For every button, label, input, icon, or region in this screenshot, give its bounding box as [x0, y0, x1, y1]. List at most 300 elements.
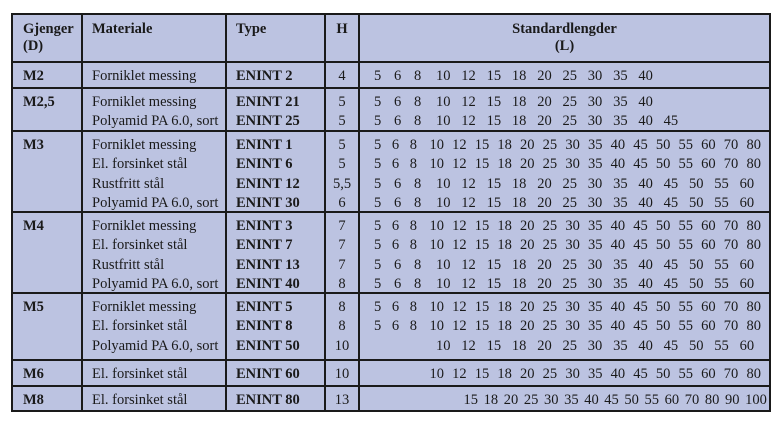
type-code: ENINT 21	[236, 94, 300, 110]
length-value: 8	[409, 237, 418, 254]
material-name: Polyamid PA 6.0, sort	[92, 275, 219, 292]
header-lengths-label: Standardlengder	[512, 21, 617, 37]
length-value: 12	[461, 94, 476, 110]
length-value: 20	[537, 194, 552, 211]
length-value: 45	[663, 275, 679, 292]
length-value: 35	[587, 318, 603, 335]
length-value: 18	[511, 113, 527, 130]
length-value: 8	[414, 256, 422, 273]
material-name: Polyamid PA 6.0, sort	[92, 337, 219, 354]
length-value: 5	[374, 318, 382, 335]
length-value: 60	[701, 137, 716, 153]
length-value: 10	[436, 113, 451, 130]
material-name: Polyamid PA 6.0, sort	[92, 194, 219, 211]
length-value: 40	[638, 113, 653, 130]
length-value: 10	[429, 366, 444, 382]
length-value: 70	[723, 237, 739, 254]
length-value: 5	[374, 68, 382, 84]
thread-cell	[13, 361, 83, 385]
length-value: 12	[461, 68, 476, 84]
length-value: 35	[564, 392, 579, 408]
length-value: 20	[520, 218, 535, 234]
thread-size: M2,5	[23, 94, 55, 110]
thread-cell	[13, 213, 83, 292]
length-value: 18	[497, 218, 512, 234]
length-value: 55	[678, 218, 694, 234]
length-value: 20	[520, 237, 535, 254]
length-value: 30	[587, 94, 603, 110]
type-code: ENINT 13	[236, 256, 300, 273]
lengths-cell	[360, 89, 769, 130]
insert-lengths-table	[11, 13, 771, 412]
length-value: 8	[409, 156, 418, 173]
length-value: 30	[587, 337, 603, 354]
length-value: 100	[745, 392, 767, 408]
length-value: 60	[739, 275, 755, 292]
length-value: 8	[414, 275, 422, 292]
length-value: 35	[613, 175, 628, 192]
length-value: 30	[587, 275, 603, 292]
length-value: 55	[714, 175, 729, 192]
length-value: 30	[543, 392, 559, 408]
length-value: 20	[537, 337, 552, 354]
h-cell	[326, 63, 360, 87]
length-value: 15	[474, 318, 490, 335]
length-value: 12	[461, 256, 476, 273]
length-value: 55	[714, 194, 729, 211]
h-value: 5	[338, 94, 346, 110]
length-value: 35	[587, 137, 603, 153]
length-value: 15	[474, 237, 490, 254]
material-name: El. forsinket stål	[92, 237, 188, 254]
length-value: 25	[562, 275, 577, 292]
length-value: 5	[374, 237, 382, 254]
length-value: 20	[537, 94, 552, 110]
length-value: 20	[537, 175, 552, 192]
lengths-list	[374, 217, 769, 236]
material-cell	[83, 132, 227, 211]
length-value: 35	[613, 337, 628, 354]
header-lengths	[360, 15, 769, 61]
lengths-list	[374, 391, 769, 410]
type-cell	[227, 132, 326, 211]
lengths-list	[374, 317, 769, 336]
length-value: 60	[701, 318, 716, 335]
length-value: 35	[587, 218, 603, 234]
length-value: 20	[520, 137, 535, 153]
length-value: 55	[678, 318, 694, 335]
length-value: 90	[724, 392, 740, 408]
length-value: 35	[587, 366, 603, 382]
length-value: 50	[688, 275, 704, 292]
length-value: 10	[429, 218, 444, 234]
material-name: El. forsinket stål	[92, 366, 188, 382]
h-cell	[326, 132, 360, 211]
h-value: 13	[334, 392, 350, 408]
type-code: ENINT 40	[236, 275, 300, 292]
length-value: 70	[723, 218, 739, 234]
length-value: 18	[497, 137, 512, 153]
length-value: 30	[565, 137, 580, 153]
length-value: 6	[391, 318, 400, 335]
length-value: 30	[587, 68, 603, 84]
length-value: 50	[655, 137, 671, 153]
header-thread-label: Gjenger	[23, 21, 74, 37]
length-value: 18	[497, 366, 512, 382]
length-value: 50	[655, 366, 671, 382]
length-value: 40	[638, 256, 653, 273]
length-value: 15	[486, 94, 502, 110]
length-value: 12	[452, 366, 467, 382]
length-value: 10	[436, 337, 451, 354]
length-value: 50	[688, 194, 704, 211]
length-value: 45	[633, 237, 648, 254]
length-value: 12	[452, 299, 467, 315]
length-value: 15	[486, 194, 502, 211]
length-value: 55	[678, 366, 694, 382]
table-group-m2-5	[13, 89, 769, 132]
length-value: 45	[663, 256, 679, 273]
header-h	[326, 15, 360, 61]
length-value: 25	[542, 299, 558, 315]
material-cell	[83, 213, 227, 292]
length-value: 10	[429, 156, 444, 173]
lengths-list	[374, 275, 769, 294]
material-name: Forniklet messing	[92, 299, 197, 315]
h-value: 10	[334, 366, 350, 382]
thread-size: M5	[23, 299, 44, 315]
material-cell	[83, 63, 227, 87]
length-value: 10	[436, 275, 451, 292]
length-value: 18	[511, 194, 527, 211]
type-code: ENINT 25	[236, 113, 300, 130]
lengths-list	[374, 93, 769, 112]
lengths-list	[374, 337, 769, 356]
length-value: 20	[520, 299, 535, 315]
length-value: 15	[486, 275, 502, 292]
length-value: 30	[587, 175, 603, 192]
length-value: 15	[486, 256, 502, 273]
length-value: 8	[409, 137, 418, 153]
thread-cell	[13, 387, 83, 412]
length-value: 20	[520, 156, 535, 173]
table-group-m4	[13, 213, 769, 294]
length-value: 8	[409, 318, 418, 335]
length-value: 6	[394, 94, 402, 110]
thread-size: M4	[23, 218, 44, 234]
length-value: 6	[394, 256, 402, 273]
length-value: 45	[604, 392, 619, 408]
length-value: 55	[714, 275, 729, 292]
length-value: 35	[613, 275, 628, 292]
length-value: 55	[678, 299, 694, 315]
length-value: 12	[452, 237, 467, 254]
type-cell	[227, 361, 326, 385]
length-value: 6	[394, 68, 402, 84]
h-value: 5	[338, 137, 346, 153]
length-value: 5	[374, 218, 382, 234]
length-value: 40	[610, 137, 626, 153]
lengths-cell	[360, 132, 769, 211]
length-value: 15	[474, 218, 490, 234]
length-value: 60	[701, 237, 716, 254]
length-value: 15	[463, 392, 479, 408]
length-value: 40	[638, 275, 653, 292]
length-value: 6	[391, 218, 400, 234]
thread-size: M6	[23, 366, 44, 382]
length-value: 25	[562, 113, 577, 130]
length-value: 60	[739, 175, 755, 192]
length-value: 45	[663, 337, 679, 354]
length-value: 18	[497, 299, 512, 315]
header-h-label: H	[336, 21, 348, 37]
header-material-label: Materiale	[92, 21, 153, 37]
length-value: 60	[701, 299, 716, 315]
h-value: 7	[338, 237, 346, 254]
length-value: 15	[474, 299, 490, 315]
length-value: 5	[374, 256, 382, 273]
thread-cell	[13, 132, 83, 211]
length-value: 10	[429, 137, 444, 153]
length-value: 15	[474, 156, 490, 173]
lengths-list	[374, 256, 769, 275]
length-value: 55	[714, 337, 729, 354]
length-value: 18	[511, 337, 527, 354]
length-value: 80	[746, 237, 761, 254]
length-value: 50	[624, 392, 639, 408]
length-value: 40	[638, 175, 653, 192]
type-code: ENINT 6	[236, 156, 293, 173]
table-group-m6	[13, 361, 769, 387]
length-value: 18	[511, 275, 527, 292]
header-material	[83, 15, 227, 61]
length-value: 6	[394, 113, 402, 130]
length-value: 40	[610, 237, 626, 254]
lengths-cell	[360, 387, 769, 412]
length-value: 10	[436, 68, 451, 84]
length-value: 50	[655, 218, 671, 234]
length-value: 10	[429, 237, 444, 254]
length-value: 25	[542, 156, 558, 173]
length-value: 25	[562, 194, 577, 211]
length-value: 40	[610, 366, 626, 382]
length-value: 30	[587, 113, 603, 130]
length-value: 30	[565, 299, 580, 315]
length-value: 55	[678, 237, 694, 254]
type-code: ENINT 7	[236, 237, 293, 254]
length-value: 80	[746, 366, 761, 382]
length-value: 8	[414, 113, 422, 130]
length-value: 15	[486, 175, 502, 192]
header-type-label: Type	[236, 21, 267, 37]
lengths-list	[374, 298, 769, 317]
length-value: 25	[542, 237, 558, 254]
length-value: 20	[537, 68, 552, 84]
lengths-list	[374, 67, 769, 86]
length-value: 50	[655, 299, 671, 315]
header-type	[227, 15, 326, 61]
length-value: 6	[394, 275, 402, 292]
length-value: 5	[374, 137, 382, 153]
header-thread-unit: (D)	[23, 38, 44, 54]
lengths-cell	[360, 361, 769, 385]
length-value: 55	[644, 392, 660, 408]
length-value: 80	[746, 318, 761, 335]
length-value: 6	[391, 156, 400, 173]
length-value: 30	[565, 156, 580, 173]
length-value: 55	[714, 256, 729, 273]
length-value: 8	[409, 299, 418, 315]
type-code: ENINT 8	[236, 318, 293, 335]
length-value: 80	[746, 137, 761, 153]
type-cell	[227, 213, 326, 292]
length-value: 12	[461, 337, 476, 354]
length-value: 6	[394, 194, 402, 211]
length-value: 60	[739, 337, 755, 354]
header-thread	[13, 15, 83, 61]
h-value: 8	[338, 299, 346, 315]
length-value: 25	[562, 68, 577, 84]
length-value: 60	[701, 218, 716, 234]
material-name: Rustfritt stål	[92, 175, 165, 192]
thread-cell	[13, 63, 83, 87]
length-value: 45	[663, 113, 679, 130]
length-value: 5	[374, 113, 382, 130]
length-value: 20	[537, 275, 552, 292]
length-value: 35	[613, 68, 628, 84]
length-value: 40	[610, 218, 626, 234]
length-value: 12	[452, 137, 467, 153]
length-value: 45	[633, 218, 648, 234]
length-value: 25	[562, 94, 577, 110]
length-value: 5	[374, 94, 382, 110]
lengths-cell	[360, 294, 769, 359]
length-value: 5	[374, 194, 382, 211]
length-value: 70	[723, 366, 739, 382]
material-cell	[83, 387, 227, 412]
thread-size: M8	[23, 392, 44, 408]
length-value: 8	[414, 175, 422, 192]
length-value: 60	[664, 392, 680, 408]
length-value: 40	[638, 68, 653, 84]
lengths-list	[374, 155, 769, 174]
length-value: 8	[414, 194, 422, 211]
lengths-list	[374, 112, 769, 131]
length-value: 18	[497, 156, 512, 173]
length-value: 60	[739, 256, 755, 273]
length-value: 25	[562, 175, 577, 192]
material-name: El. forsinket stål	[92, 318, 188, 335]
h-value: 6	[338, 194, 346, 211]
material-cell	[83, 294, 227, 359]
length-value: 18	[511, 94, 527, 110]
length-value: 15	[486, 337, 502, 354]
length-value: 35	[587, 237, 603, 254]
h-value: 7	[338, 218, 346, 234]
material-name: Forniklet messing	[92, 218, 197, 234]
length-value: 55	[678, 137, 694, 153]
length-value: 40	[638, 194, 653, 211]
length-value: 70	[723, 318, 739, 335]
length-value: 18	[483, 392, 499, 408]
type-code: ENINT 50	[236, 337, 300, 354]
length-value: 30	[587, 194, 603, 211]
length-value: 6	[394, 175, 402, 192]
type-cell	[227, 89, 326, 130]
length-value: 15	[486, 68, 502, 84]
h-cell	[326, 213, 360, 292]
h-value: 8	[338, 275, 346, 292]
length-value: 6	[391, 137, 400, 153]
length-value: 10	[429, 318, 444, 335]
material-name: Forniklet messing	[92, 68, 197, 84]
length-value: 50	[655, 237, 671, 254]
length-value: 35	[613, 94, 628, 110]
length-value: 45	[633, 299, 648, 315]
h-cell	[326, 294, 360, 359]
type-cell	[227, 294, 326, 359]
h-value: 5	[338, 156, 346, 173]
length-value: 60	[739, 194, 755, 211]
length-value: 50	[655, 318, 671, 335]
length-value: 40	[584, 392, 599, 408]
table-group-m3	[13, 132, 769, 213]
length-value: 55	[678, 156, 694, 173]
h-cell	[326, 361, 360, 385]
length-value: 12	[461, 113, 476, 130]
length-value: 18	[497, 237, 512, 254]
length-value: 8	[414, 68, 422, 84]
length-value: 35	[613, 113, 628, 130]
thread-size: M2	[23, 68, 44, 84]
length-value: 25	[542, 218, 558, 234]
type-code: ENINT 30	[236, 194, 300, 211]
h-cell	[326, 89, 360, 130]
length-value: 45	[633, 137, 648, 153]
length-value: 20	[520, 318, 535, 335]
length-value: 12	[461, 275, 476, 292]
lengths-list	[374, 365, 769, 384]
length-value: 5	[374, 175, 382, 192]
length-value: 80	[746, 299, 761, 315]
length-value: 20	[537, 256, 552, 273]
h-value: 5,5	[332, 175, 352, 192]
h-value: 4	[338, 68, 346, 84]
material-name: El. forsinket stål	[92, 156, 188, 173]
length-value: 8	[414, 94, 422, 110]
length-value: 45	[663, 175, 679, 192]
material-name: El. forsinket stål	[92, 392, 188, 408]
length-value: 30	[565, 218, 580, 234]
length-value: 25	[562, 337, 577, 354]
h-value: 8	[338, 318, 346, 335]
length-value: 18	[511, 68, 527, 84]
thread-cell	[13, 89, 83, 130]
length-value: 30	[565, 318, 580, 335]
type-cell	[227, 63, 326, 87]
h-value: 10	[334, 337, 350, 354]
material-name: Rustfritt stål	[92, 256, 165, 273]
length-value: 35	[587, 299, 603, 315]
length-value: 8	[409, 218, 418, 234]
material-name: Forniklet messing	[92, 94, 197, 110]
type-code: ENINT 12	[236, 175, 300, 192]
length-value: 10	[436, 256, 451, 273]
length-value: 70	[723, 299, 739, 315]
length-value: 70	[723, 156, 739, 173]
lengths-list	[374, 136, 769, 155]
material-name: Forniklet messing	[92, 137, 197, 153]
